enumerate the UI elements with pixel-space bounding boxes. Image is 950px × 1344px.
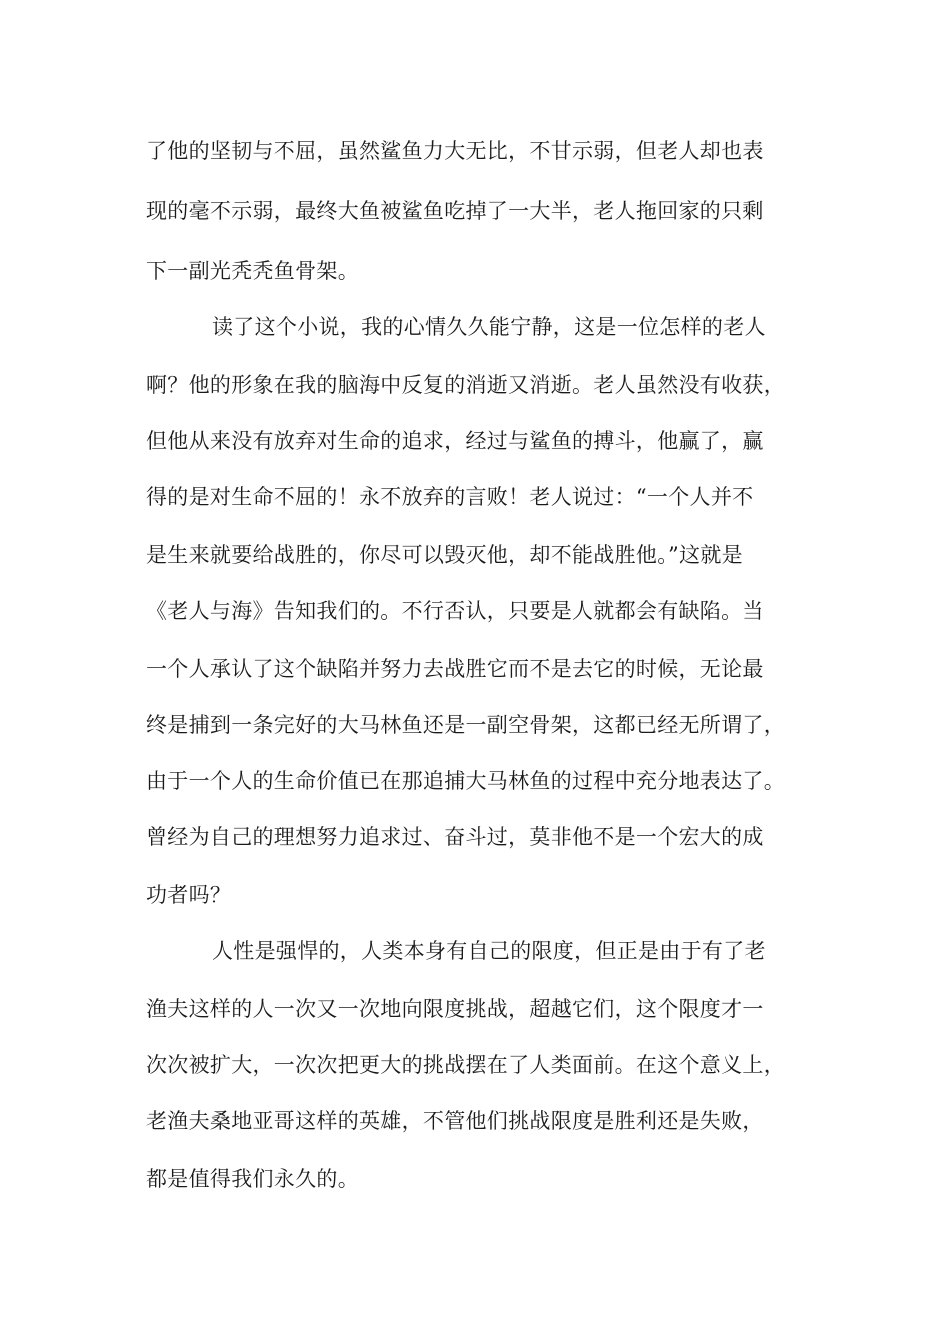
paragraph-2-line-7: 一个人承认了这个缺陷并努力去战胜它而不是去它的时候，无论最: [146, 657, 764, 681]
paragraph-2-line-8: 终是捕到一条完好的大马林鱼还是一副空骨架，这都已经无所谓了，: [146, 713, 785, 737]
paragraph-2-line-1: 读了这个小说，我的心情久久能宁静，这是一位怎样的老人: [212, 315, 766, 339]
paragraph-3-line-1: 人性是强悍的，人类本身有自己的限度，但正是由于有了老: [212, 939, 766, 963]
paragraph-2-line-2: 啊？他的形象在我的脑海中反复的消逝又消逝。老人虽然没有收获，: [146, 373, 785, 397]
paragraph-2-line-5: 是生来就要给战胜的，你尽可以毁灭他，却不能战胜他。”这就是: [146, 543, 743, 567]
paragraph-3-line-3: 次次被扩大，一次次把更大的挑战摆在了人类面前。在这个意义上，: [146, 1053, 785, 1077]
paragraph-1-line-2: 现的毫不示弱，最终大鱼被鲨鱼吃掉了一大半，老人拖回家的只剩: [146, 199, 764, 223]
paragraph-3-line-4: 老渔夫桑地亚哥这样的英雄，不管他们挑战限度是胜利还是失败，: [146, 1109, 764, 1133]
paragraph-3-line-5: 都是值得我们永久的。: [146, 1167, 359, 1191]
paragraph-2-line-9: 由于一个人的生命价值已在那追捕大马林鱼的过程中充分地表达了。: [146, 769, 785, 793]
paragraph-2-line-6: 《老人与海》告知我们的。不行否认，只要是人就都会有缺陷。当: [146, 599, 764, 623]
paragraph-3-line-2: 渔夫这样的人一次又一次地向限度挑战，超越它们，这个限度才一: [146, 997, 764, 1021]
paragraph-1-line-3: 下一副光秃秃鱼骨架。: [146, 259, 359, 283]
paragraph-2-line-3: 但他从来没有放弃对生命的追求，经过与鲨鱼的搏斗，他赢了，赢: [146, 429, 764, 453]
paragraph-1-line-1: 了他的坚韧与不屈，虽然鲨鱼力大无比，不甘示弱，但老人却也表: [146, 139, 764, 163]
paragraph-2-line-4: 得的是对生命不屈的！永不放弃的言败！老人说过：“一个人并不: [146, 485, 754, 509]
paragraph-2-line-11: 功者吗？: [146, 883, 232, 907]
paragraph-2-line-10: 曾经为自己的理想努力追求过、奋斗过，莫非他不是一个宏大的成: [146, 825, 764, 849]
